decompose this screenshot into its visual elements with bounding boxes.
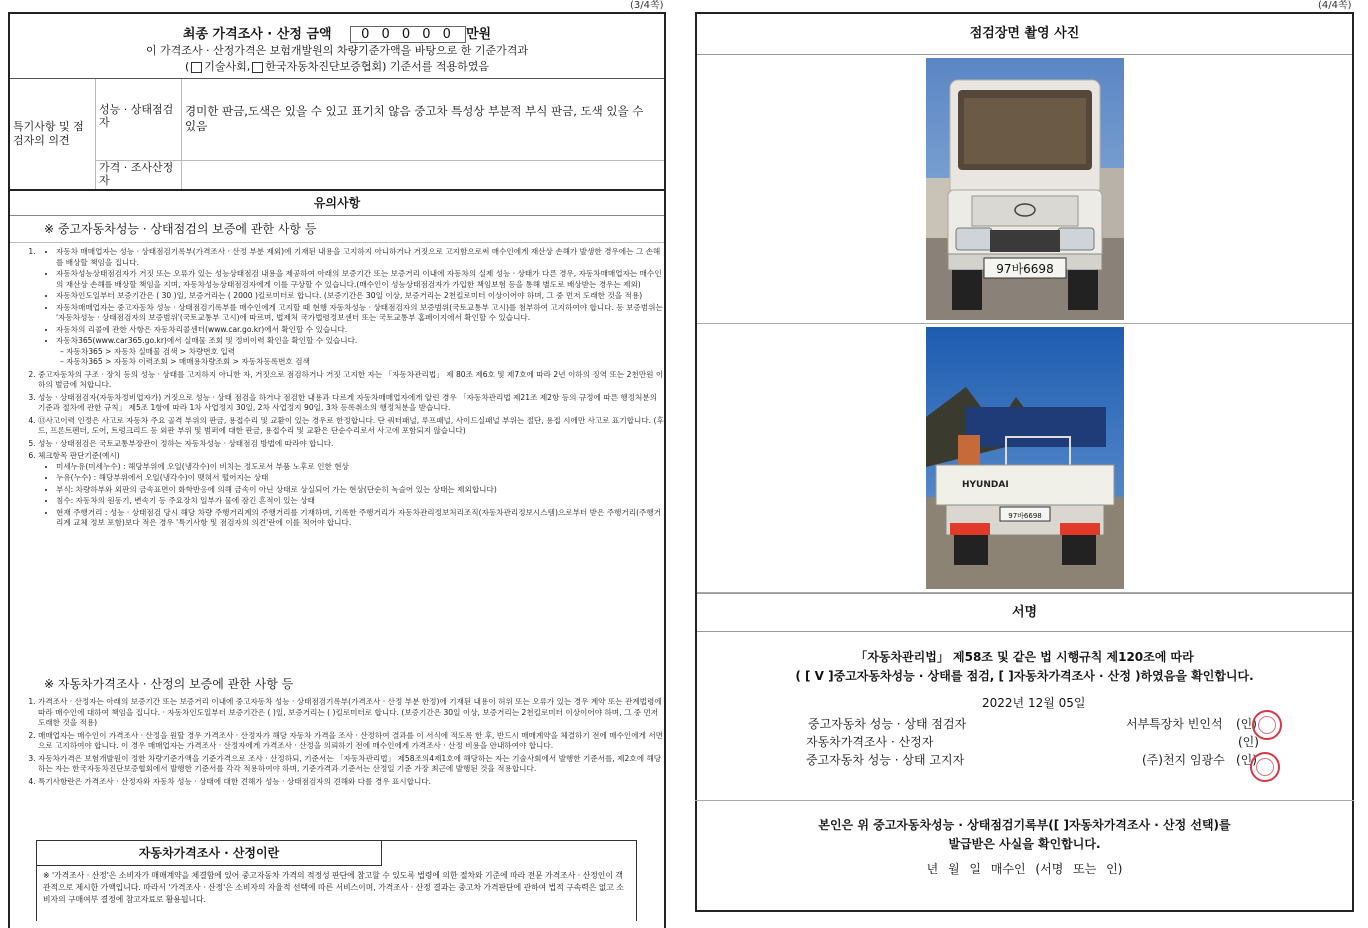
final-price-unit: 만원 <box>465 27 492 42</box>
section1-heading: ※ 중고자동차성능 · 상태점검의 보증에 관한 사항 등 <box>10 216 664 243</box>
section2-heading: ※ 자동차가격조사 · 산정의 보증에 관한 사항 등 <box>44 677 294 691</box>
signer-3-name: (주)천지 임광수 <box>1142 753 1225 767</box>
special-notes-label: 특기사항 및 점검자의 의견 <box>13 120 84 147</box>
left-page <box>8 12 666 928</box>
signature-section-title: 서명 <box>697 593 1352 632</box>
signer-1-role: 중고자동차 성능 · 상태 점검자 <box>808 717 967 731</box>
signer-2-role: 자동차가격조사 · 산정자 <box>806 735 934 749</box>
final-price-title: 최종 가격조사 · 산정 금액 <box>182 27 332 42</box>
checkbox-kaida[interactable] <box>252 62 263 73</box>
company-stamp-icon <box>1250 752 1280 782</box>
option-kaida: 한국자동차진단보증협회) 기준서를 적용하였음 <box>265 60 490 73</box>
section2-item-3: 3. 자동차가격은 보험개발원이 정한 차량기준가액을 기준가격으로 조사 · 산정하되, 기준서는 「자동차관리법」 제58조의4제1호에 해당하는 자는 기술사회에서 발행한 기준서를, 제2호에 해당하는 자는 한국자동차진단보증협회에서 발행한 기준서를 각각 적용하여야 하며, 기준가격과 기준서는 산정일 기준 가장 최근에 발행된 것을 적용합니다. <box>38 754 664 775</box>
photo-row-front <box>697 55 1352 324</box>
definition-box <box>36 840 637 921</box>
final-price-box: 최종 가격조사 · 산정 금액 0 0 0 0 0 만원 이 가격조사 · 산정가격은 보험개발원의 차량기준가액을 바탕으로 한 기준가격과 ( 기술사회, 한국자동차진단보증협회) 기준서를 적용하였음 <box>10 14 664 79</box>
section1-item-2: 2. 중고자동차의 구조 · 장치 등의 성능 · 상태를 고지하지 아니한 자, 거짓으로 점검하거나 거짓 고지한 자는 「자동차관리법」 제 80조 제6호 및 제7호에 따라 2년 이하의 징역 또는 2천만원 이하의 벌금에 처합니다. <box>38 370 664 391</box>
photo-row-rear <box>697 324 1352 593</box>
truck-front-photo <box>926 58 1124 320</box>
signer-3-role: 중고자동차 성능 · 상태 고지자 <box>806 753 965 767</box>
inspector-opinion: 경미한 판금,도색은 있을 수 있고 표기치 않음 중고차 특성상 부분적 부식 판금, 도색 있을 수 있음 <box>185 104 644 133</box>
sign-date: 2022년 12월 05일 <box>982 696 1086 710</box>
confirm-line-2: 발급받은 사실을 확인합니다. <box>948 837 1101 851</box>
section2-item-4: 4. 특기사항란은 가격조사 · 산정자와 자동차 성능 · 상태에 대한 견해가 성능 · 상태점검자의 견해와 다를 경우 표시합니다. <box>38 777 664 788</box>
section1-item-5: 5. 성능 · 상태점검은 국토교통부장관이 정하는 자동차성능 · 상태점검 방법에 따라야 합니다. <box>38 439 664 450</box>
checkbox-tech-society[interactable] <box>191 62 202 73</box>
inspector-label: 성능 · 상태점검자 <box>99 103 174 129</box>
signer-3-seal: (인) <box>1236 753 1257 767</box>
signer-1-name: 서부특장차 빈인석 <box>1126 717 1223 731</box>
section1-item-6: 6. 체크항목 판단기준(예시) • 미세누유(미세누수) : 해당부위에 오일(냉각수)이 비치는 정도로서 부품 노후로 인한 현상 • 누유(누수) : 해당부위에서 오일(냉각수)이 맺혀서 떨어지는 상태 • 부식: 차량하부와 외판의 금속표면이 화학반응에 의해 금속이 아닌 상태로 상실되어 가는 현상(단순히 녹슬어 있는 상태는 제외합니다) • 침수: 자동차의 원동기, 변속기 등 주요장치 일부가 물에 잠긴 흔적이 있는 상태 • 현재 주행거리 : 성능 · 상태점검 당시 해당 차량 주행거리계의 주행거리를 기재하며, 기록한 주행거리가 자동차관리정보처리조직(자동차관리정보시스템)으로부터 받은 주행거리(주행거리계 교체 정보 포함)보다 적은 경우 '특기사항 및 점검자의 의견'란에 이를 적어야 합니다. <box>38 451 664 529</box>
definition-title: 자동차가격조사 · 산정이란 <box>37 841 382 866</box>
caution-title: 유의사항 <box>10 191 664 216</box>
section1-item-3: 3. 성능 · 상태점검자(자동차정비업자가) 거짓으로 성능 · 상태 점검을 하거나 점검한 내용과 다르게 자동차매매업자에게 알린 경우 「자동차관리법 제21조 제2항 등의 규정에 따른 행정처분의 기준과 절차에 관한 규칙」 제5조 1항에 따라 1차 사업정지 30일, 2차 사업정지 90일, 3차 등록취소의 행정처분을 받습니다. <box>38 393 664 414</box>
truck-rear-photo <box>926 327 1124 589</box>
signer-1-seal: (인) <box>1236 717 1257 731</box>
section2-item-2: 2. 매매업자는 매수인이 가격조사 · 산정을 원할 경우 가격조사 · 산정자가 해당 자동차 가격을 조사 · 산정하여 결과를 이 서식에 적도록 한 후, 반드시 매매계약을 체결하기 전에 매수인에게 서면으로 고지하여야 합니다. 이 경우 매매업자는 가격조사 · 산정자에게 가격조사 · 산정을 의뢰하기 전에 매수인에게 가격조사 · 산정 비용을 안내하여야 합니다. <box>38 731 664 752</box>
definition-text: ※ '가격조사 · 산정'은 소비자가 매매계약을 체결함에 있어 중고자동차 가격의 적정성 판단에 참고할 수 있도록 법령에 의한 절차와 기준에 따라 전문 가격조사 · 산정인이 객관적으로 제시한 가액입니다. 따라서 '가격조사 · 산정'은 소비자의 자율적 선택에 따른 서비스이며, 가격조사 · 산정 결과는 중고차 가격판단에 관하여 법적 구속력은 없고 소비자의 구매여부 결정에 참고자료로 활용됩니다. <box>43 871 624 904</box>
appraiser-label: 가격 · 조사산정자 <box>99 161 174 187</box>
section1-item-4: 4. ⑬사고이력 인정은 사고로 자동차 주요 골격 부위의 판금, 용접수리 및 교환이 있는 경우로 한정합니다. 단 쿼터패널, 루프패널, 사이드실패널 부위는 절단, 용접 시에만 사고로 표기합니다. (후드, 프론트펜더, 도어, 트렁크리드 등 외판 부위 및 범퍼에 대한 판금, 용접수리 및 교환은 단순수리로서 사고에 포함되지 않습니다) <box>38 416 664 437</box>
section1-body <box>10 243 664 671</box>
page-number-left: (3/4쪽) <box>630 0 664 11</box>
truck-brand-text: HYUNDAI <box>962 480 1009 490</box>
page-number-right: (4/4쪽) <box>1318 0 1352 11</box>
final-price-desc: 이 가격조사 · 산정가격은 보험개발원의 차량기준가액을 바탕으로 한 기준가격과 <box>145 44 529 57</box>
special-notes <box>10 79 664 191</box>
plate-front: 97바6698 <box>996 262 1054 276</box>
section2-body <box>10 697 664 847</box>
section1-item-1: • 1. 자동차 매매업자는 성능 · 상태점검기록부(가격조사 · 산정 부분 제외)에 기재된 내용을 고지하지 아니하거나 거짓으로 고지함으로써 매수인에게 재산상 손해가 발생한 경우에는 그 손해를 배상할 책임을 집니다. • 자동차성능상태점검자가 거짓 또는 오류가 있는 성능상태점검 내용을 제공하여 아래의 보증기간 또는 보증거리 이내에 자동차의 실제 성능 · 상태가 다른 경우, 자동차매매업자는 매수인의 재산상 손해를 배상할 책임을 지며, 자동차성능상태점검자에게 이를 구상할 수 있습니다.(매수인이 성능상태점검자가 가입한 책임보험 등을 통해 별도로 배상받는 경우는 제외) • 자동차인도일부터 보증기간은 ( 30 )일, 보증거리는 ( 2000 )킬로미터로 합니다. (보증기간은 30일 이상, 보증거리는 2천킬로미터 이상이어야 하며, 그 중 먼저 도래한 것을 적용) • 자동차매매업자는 중고자동차 성능 · 상태점검기록부를 매수인에게 고지할 때 현행 자동차성능 · 상태점검자의 보증범위(국토교통부 고시)를 첨부하여 고지하여야 합니다. 동 보증범위는 '자동차성능 · 상태점검자의 보증범위'(국토교통부 고시)에 따르며, 법제처 국가법령정보센터 또는 국토교통부 홈페이지에서 확인할 수 있습니다. • 자동차의 리콜에 관한 사항은 자동차리콜센터(www.car.go.kr)에서 확인할 수 있습니다. • 자동차365(www.car365.go.kr)에서 실매물 조회 및 정비이력 확인을 확인할 수 있습니다. – 자동차365 > 자동차 실매물 검색 > 차량번호 입력 – 자동차365 > 자동차 이력조회 > 매매용차량조회 > 자동차등록번호 검색 <box>38 247 664 368</box>
option-tech-society: 기술사회, <box>204 60 251 73</box>
buyer-signature-line: 년 월 일 매수인 (서명 또는 인) <box>926 862 1123 876</box>
law-line-2: ( [ V ]중고자동차성능 · 상태를 점검, [ ]자동차가격조사 · 산정 )하였음을 확인합니다. <box>795 669 1254 683</box>
plate-rear: 97바6698 <box>1008 512 1042 520</box>
photo-section-title: 점검장면 촬영 사진 <box>697 14 1352 55</box>
section2-item-1: 1. 가격조사 · 산정자는 아래의 보증기간 또는 보증거리 이내에 중고자동차 성능 · 상태점검기록부(가격조사 · 산정 부분 한정)에 기재된 내용이 허위 또는 오류가 있는 경우 계약 또는 관계법령에 따라 매수인에 대하여 책임을 집니다. · 자동차인도일부터 보증기간은 ( )일, 보증거리는 ( )킬로미터로 합니다. (보증기간은 30일 이상, 보증거리는 2천킬로미터 이상이어야 하며, 그 중 먼저 도래한 것을 적용) <box>38 697 664 729</box>
signer-2-seal: (인) <box>1238 735 1259 749</box>
law-line-1: 「자동차관리법」 제58조 및 같은 법 시행규칙 제120조에 따라 <box>855 650 1194 664</box>
confirm-line-1: 본인은 위 중고자동차성능 · 상태점검기록부([ ]자동차가격조사 · 산정 선택)를 <box>818 818 1231 832</box>
final-price-amount: 0 0 0 0 0 <box>350 26 466 43</box>
